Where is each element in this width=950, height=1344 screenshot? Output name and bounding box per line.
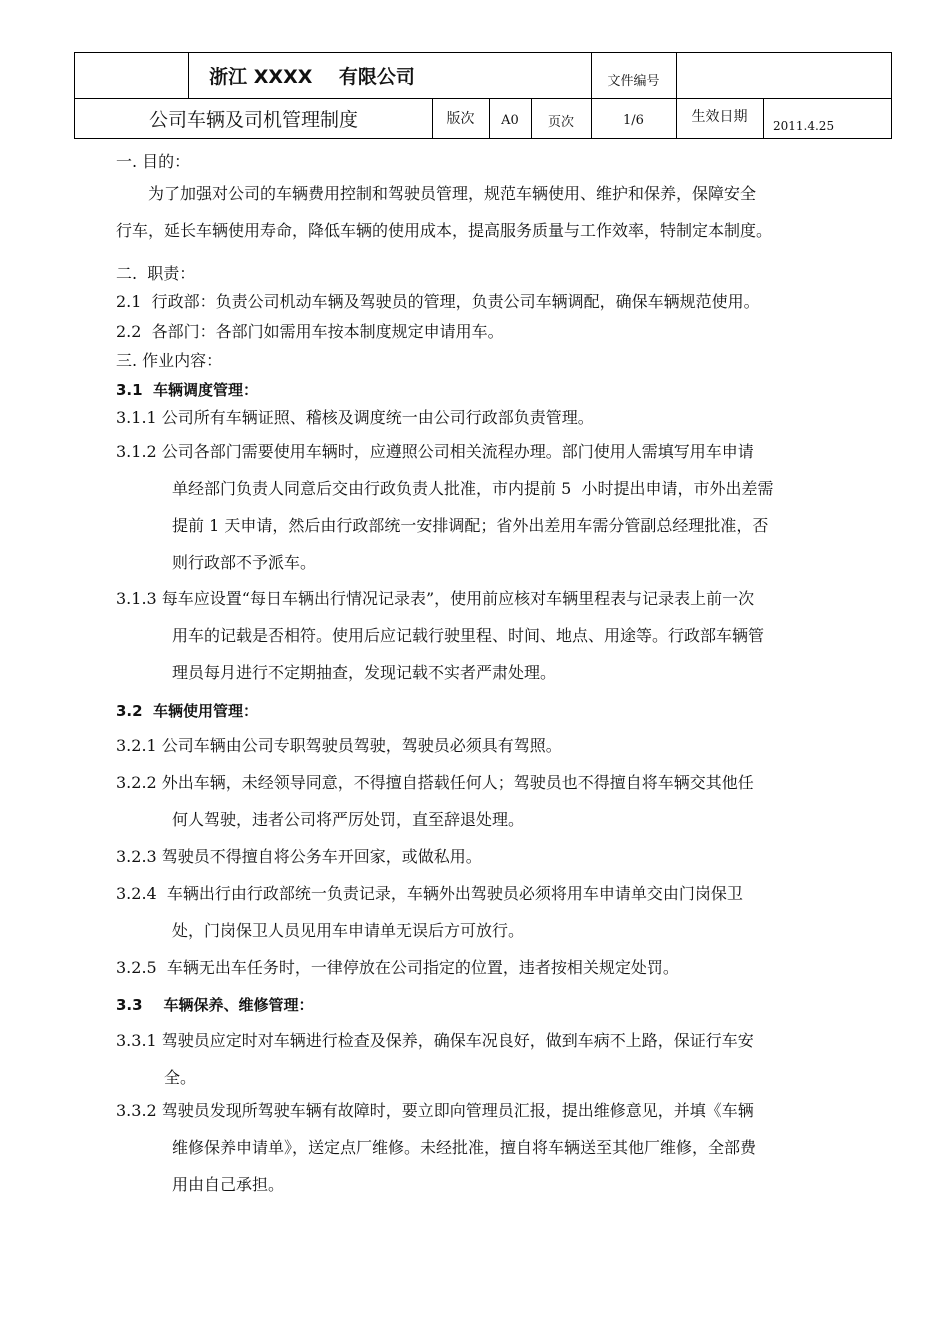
paragraph-line: 用由自己承担。 (172, 1175, 285, 1194)
paragraph-line: 单经部门负责人同意后交由行政负责人批准，市内提前 5 小时提出申请，市外出差需 (172, 479, 774, 498)
file-number-value (676, 53, 891, 98)
page-label: 页次 (547, 114, 574, 130)
paragraph-line: 为了加强对公司的车辆费用控制和驾驶员管理，规范车辆使用、维护和保养，保障安全 (148, 184, 757, 203)
company-name: 浙江 XXXX 有限公司 (209, 66, 415, 88)
paragraph-line: 2.2 各部门：各部门如需用车按本制度规定申请用车。 (116, 322, 504, 341)
paragraph-line: 2.1 行政部：负责公司机动车辆及驾驶员的管理，负责公司车辆调配，确保车辆规范使用。 (116, 292, 760, 311)
paragraph-line: 3.1.3 每车应设置“每日车辆出行情况记录表”，使用前应核对车辆里程表与记录表上前一次 (116, 589, 755, 608)
paragraph-line: 何人驾驶，违者公司将严厉处罚，直至辞退处理。 (172, 810, 525, 829)
subsection-heading: 3.1 车辆调度管理： (116, 381, 259, 399)
paragraph-line: 则行政部不予派车。 (172, 553, 317, 572)
paragraph-line: 全。 (164, 1068, 197, 1087)
subsection-heading: 3.2 车辆使用管理： (116, 702, 259, 720)
paragraph-line: 用车的记载是否相符。使用后应记载行驶里程、时间、地点、用途等。行政部车辆管 (172, 626, 765, 645)
version-label: 版次 (446, 111, 475, 127)
file-number-label: 文件编号 (607, 74, 660, 89)
page-value: 1/6 (623, 112, 644, 128)
paragraph-line: 维修保养申请单》，送定点厂维修。未经批准，擅自将车辆送至其他厂维修，全部费 (172, 1138, 757, 1157)
section-heading: 一. 目的： (116, 152, 191, 171)
logo-cell (75, 53, 188, 98)
section-heading: 二. 职责： (116, 264, 196, 283)
paragraph-line: 3.2.5 车辆无出车任务时，一律停放在公司指定的位置，违者按相关规定处罚。 (116, 958, 679, 977)
paragraph-line: 3.2.1 公司车辆由公司专职驾驶员驾驶，驾驶员必须具有驾照。 (116, 736, 562, 755)
effective-date-value: 2011.4.25 (773, 119, 835, 133)
section-heading: 三. 作业内容： (116, 351, 223, 370)
paragraph-line: 3.2.2 外出车辆，未经领导同意，不得擅自搭载任何人；驾驶员也不得擅自将车辆交其他任 (116, 773, 754, 792)
paragraph-line: 3.2.4 车辆出行由行政部统一负责记录，车辆外出驾驶员必须将用车申请单交由门岗保卫 (116, 884, 743, 903)
paragraph-line: 理员每月进行不定期抽查，发现记载不实者严肃处理。 (172, 663, 557, 682)
paragraph-line: 3.1.1 公司所有车辆证照、稽核及调度统一由公司行政部负责管理。 (116, 408, 594, 427)
document-title: 公司车辆及司机管理制度 (148, 108, 358, 131)
paragraph-line: 行车，延长车辆使用寿命，降低车辆的使用成本，提高服务质量与工作效率，特制定本制度。 (116, 221, 773, 240)
paragraph-line: 提前 1 天申请，然后由行政部统一安排调配；省外出差用车需分管副总经理批准，否 (172, 516, 769, 535)
effective-date-label: 生效日期 (691, 109, 748, 125)
document-header-table (74, 52, 892, 139)
paragraph-line: 3.3.2 驾驶员发现所驾驶车辆有故障时，要立即向管理员汇报，提出维修意见，并填《车辆 (116, 1101, 754, 1120)
paragraph-line: 3.1.2 公司各部门需要使用车辆时，应遵照公司相关流程办理。部门使用人需填写用车申请 (116, 442, 754, 461)
paragraph-line: 3.2.3 驾驶员不得擅自将公务车开回家，或做私用。 (116, 847, 482, 866)
subsection-heading: 3.3 车辆保养、维修管理： (116, 996, 314, 1014)
paragraph-line: 3.3.1 驾驶员应定时对车辆进行检查及保养，确保车况良好，做到车病不上路，保证行车安 (116, 1031, 754, 1050)
version-value: A0 (501, 112, 519, 128)
paragraph-line: 处，门岗保卫人员见用车申请单无误后方可放行。 (172, 921, 525, 940)
